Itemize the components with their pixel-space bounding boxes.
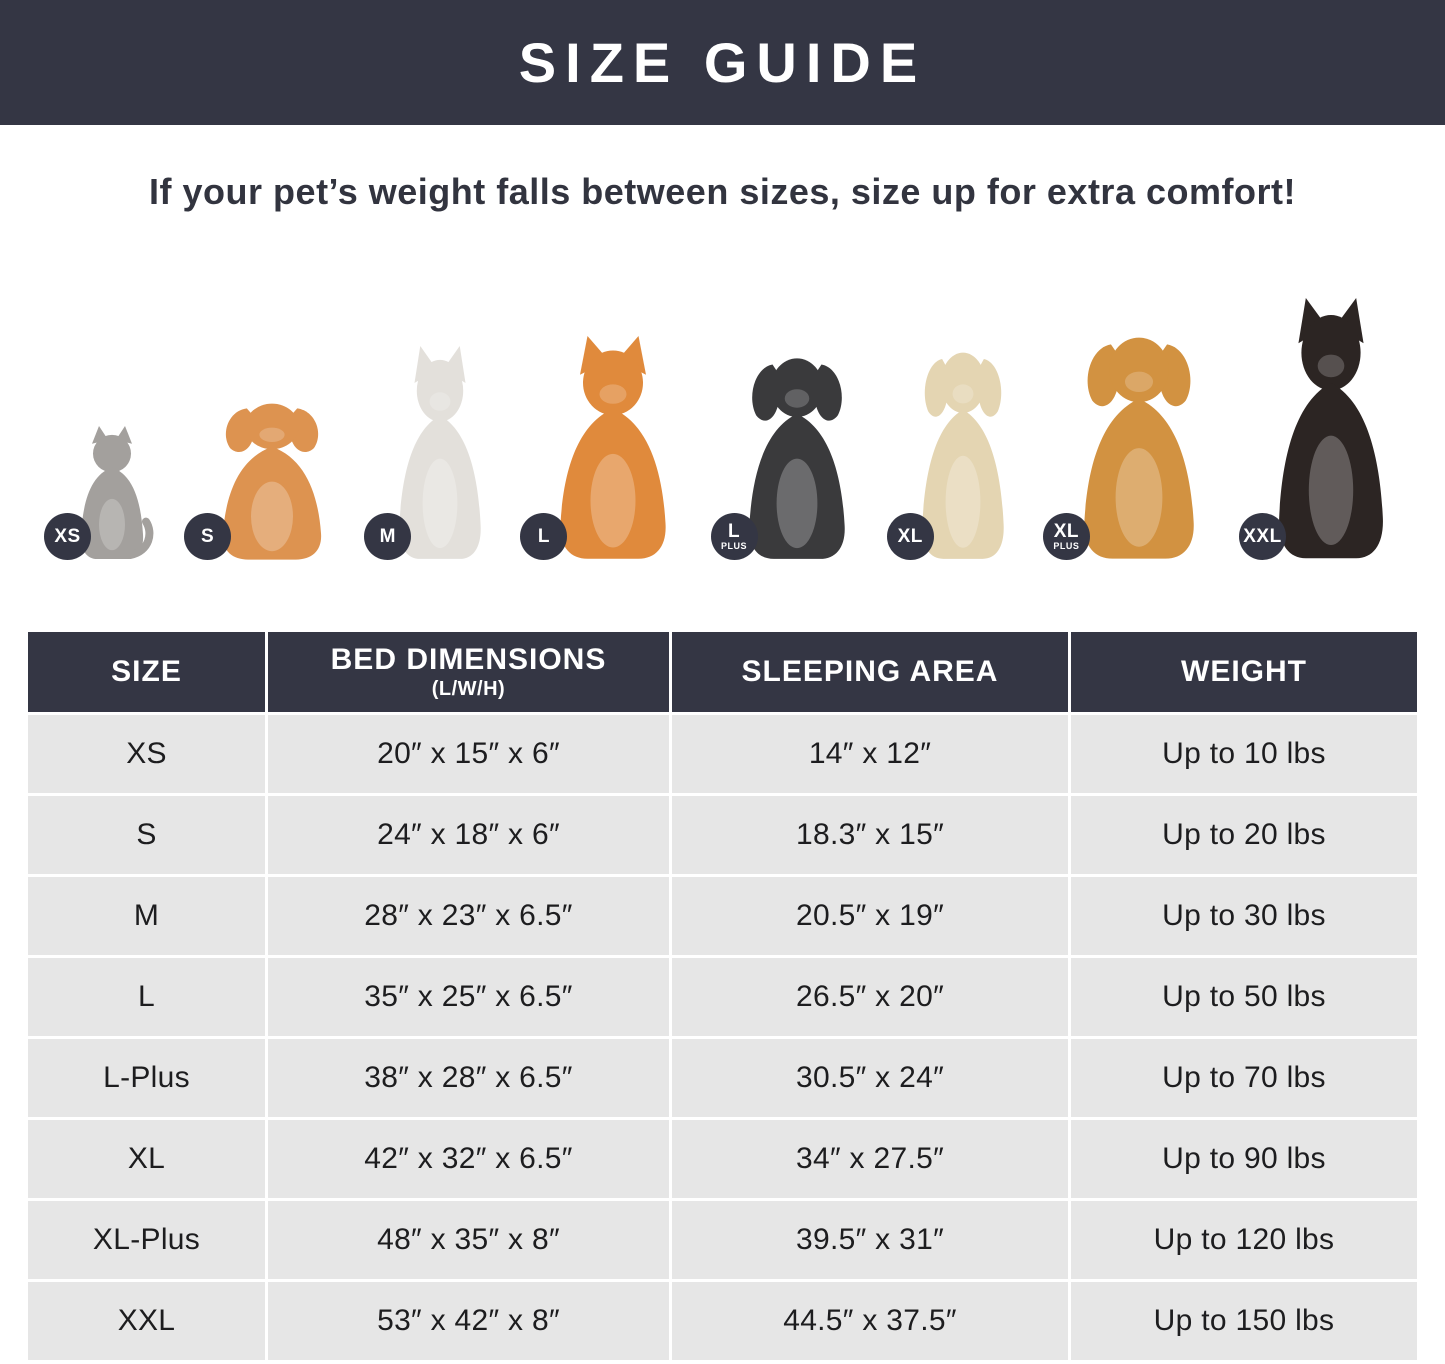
size-badge-xl [887,513,934,560]
cell-bed-dimensions: 28″ x 23″ x 6.5″ [268,877,669,955]
cell-size: XS [28,715,265,793]
cell-sleeping-area: 14″ x 12″ [672,715,1068,793]
page-title: SIZE GUIDE [518,31,927,94]
size-badge-xl-plus [1043,513,1090,560]
cell-sleeping-area: 20.5″ x 19″ [672,877,1068,955]
cell-size: XXL [28,1282,265,1360]
cell-sleeping-area: 30.5″ x 24″ [672,1039,1068,1117]
column-header-bed-label: BED DIMENSIONS [330,643,607,677]
cell-size: L-Plus [28,1039,265,1117]
cell-sleeping-area: 39.5″ x 31″ [672,1201,1068,1279]
cell-weight: Up to 10 lbs [1071,715,1417,793]
column-header-weight-label: WEIGHT [1181,655,1307,689]
cell-weight: Up to 30 lbs [1071,877,1417,955]
cell-bed-dimensions: 38″ x 28″ x 6.5″ [268,1039,669,1117]
size-badge-sublabel: PLUS [1053,541,1080,552]
pet-cat [54,424,162,562]
cell-size: XL [28,1120,265,1198]
cell-weight: Up to 20 lbs [1071,796,1417,874]
pet-doberman [1243,298,1405,562]
header-bar [0,0,1445,125]
column-header-sleeping-label: SLEEPING AREA [741,655,999,689]
cell-size: XL-Plus [28,1201,265,1279]
size-badge-label: XXL [1243,526,1282,548]
column-header-size [28,632,265,712]
pet-french-bulldog [379,346,498,562]
column-header-bed-dimensions [268,632,669,712]
cell-weight: Up to 70 lbs [1071,1039,1417,1117]
size-table [28,632,1417,1360]
pet-shiba-inu [538,336,688,562]
cell-bed-dimensions: 35″ x 25″ x 6.5″ [268,958,669,1036]
cell-bed-dimensions: 42″ x 32″ x 6.5″ [268,1120,669,1198]
size-badge-l-plus [711,513,758,560]
pet-golden-retriever [1053,324,1217,562]
column-header-sleeping-area [672,632,1068,712]
size-badge-label: S [201,526,215,548]
cell-sleeping-area: 44.5″ x 37.5″ [672,1282,1068,1360]
size-badge-label: XS [54,526,81,548]
cell-bed-dimensions: 48″ x 35″ x 8″ [268,1201,669,1279]
cell-size: S [28,796,265,874]
column-header-size-label: SIZE [111,655,182,689]
size-badge-label: L [728,521,741,543]
pets-row [0,294,1445,566]
cell-size: M [28,877,265,955]
cell-sleeping-area: 18.3″ x 15″ [672,796,1068,874]
size-badge-sublabel: PLUS [721,541,748,552]
size-badge-label: XL [1053,521,1079,543]
cell-weight: Up to 90 lbs [1071,1120,1417,1198]
cell-bed-dimensions: 20″ x 15″ x 6″ [268,715,669,793]
cell-weight: Up to 120 lbs [1071,1201,1417,1279]
pet-border-collie [721,346,865,562]
size-badge-label: M [379,526,396,548]
cell-size: L [28,958,265,1036]
pet-labrador [897,340,1021,562]
cell-weight: Up to 50 lbs [1071,958,1417,1036]
column-header-weight [1071,632,1417,712]
column-header-bed-sublabel: (L/W/H) [431,678,506,701]
cell-sleeping-area: 34″ x 27.5″ [672,1120,1068,1198]
cell-sleeping-area: 26.5″ x 20″ [672,958,1068,1036]
pet-pomeranian [202,394,342,562]
cell-weight: Up to 150 lbs [1071,1282,1417,1360]
size-badge-label: XL [897,526,923,548]
cell-bed-dimensions: 53″ x 42″ x 8″ [268,1282,669,1360]
subtitle: If your pet’s weight falls between sizes, size up for extra comfort! [149,171,1296,212]
cell-bed-dimensions: 24″ x 18″ x 6″ [268,796,669,874]
size-badge-label: L [537,526,550,548]
